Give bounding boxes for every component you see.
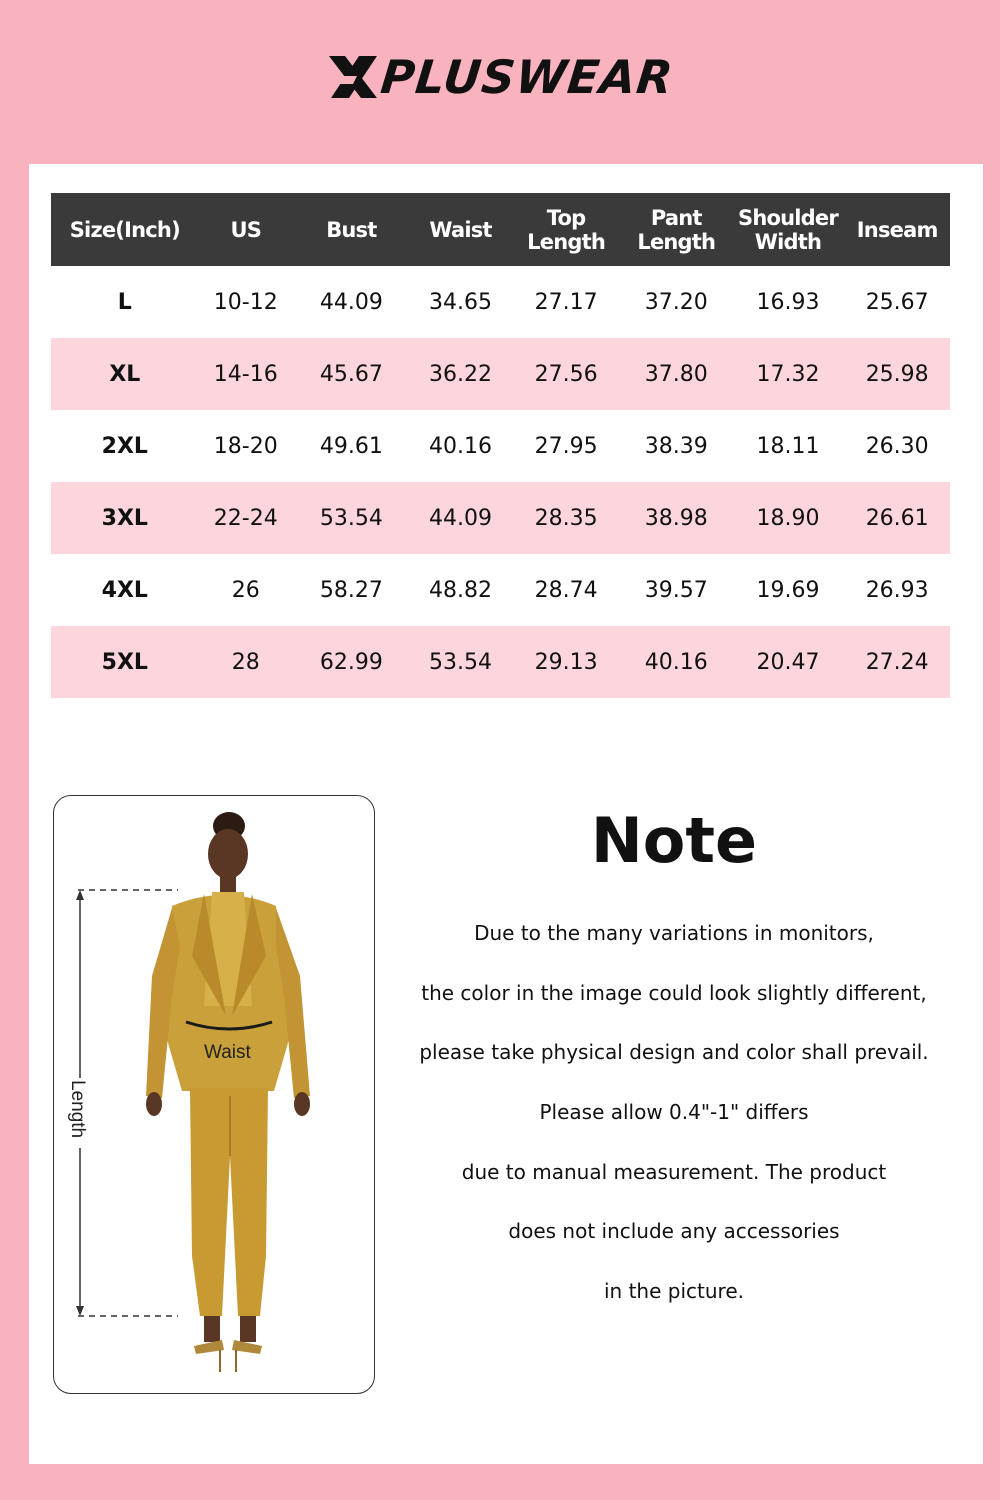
- header-waist: Waist: [410, 193, 511, 266]
- cell-top-length: 28.74: [534, 577, 598, 603]
- cell-size: 5XL: [51, 626, 199, 698]
- table-row: [51, 554, 950, 626]
- cell-pant-length: 38.39: [644, 433, 708, 459]
- size-chart-table: [51, 193, 950, 698]
- cell-bust: 45.67: [293, 338, 410, 410]
- note-line: please take physical design and color shall prevail.: [419, 1040, 929, 1065]
- length-label: Length: [67, 1080, 88, 1139]
- table-row: [51, 410, 950, 482]
- cell-bust: 62.99: [293, 626, 410, 698]
- cell-shoulder-width: 20.47: [732, 626, 845, 698]
- cell-bust: 58.27: [319, 577, 383, 603]
- cell-bust: 49.61: [319, 433, 383, 459]
- cell-pant-length: 37.20: [644, 289, 708, 315]
- note-title: Note: [590, 804, 758, 877]
- brand-logo: [0, 50, 1000, 105]
- cell-size: 4XL: [101, 577, 148, 603]
- cell-waist: 44.09: [410, 482, 511, 554]
- header-top-length: Top Length: [511, 193, 621, 266]
- cell-size: L: [117, 289, 132, 315]
- cell-shoulder-width: 19.69: [756, 577, 820, 603]
- cell-shoulder-width: 17.32: [732, 338, 845, 410]
- header-pant-length: Pant Length: [621, 193, 732, 266]
- cell-pant-length: 38.98: [621, 482, 732, 554]
- note-line: does not include any accessories: [508, 1219, 840, 1244]
- header-us: US: [199, 193, 293, 266]
- cell-pant-length: 40.16: [621, 626, 732, 698]
- cell-inseam: 26.30: [865, 433, 929, 459]
- cell-waist: 40.16: [429, 433, 492, 459]
- cell-shoulder-width: 18.90: [732, 482, 845, 554]
- cell-inseam: 26.61: [844, 482, 950, 554]
- note-line: Due to the many variations in monitors,: [474, 921, 874, 945]
- table-header-row: [51, 193, 950, 266]
- cell-inseam: 25.98: [844, 338, 950, 410]
- cell-top-length: 27.95: [534, 433, 598, 459]
- cell-pant-length: 39.57: [644, 577, 708, 603]
- header-shoulder-width: Shoulder Width: [732, 193, 845, 266]
- cell-inseam: 26.93: [865, 577, 929, 603]
- header-size: Size(Inch): [51, 193, 199, 266]
- table-row: [51, 626, 950, 698]
- cell-top-length: 27.17: [534, 289, 598, 315]
- cell-top-length: 28.35: [511, 482, 621, 554]
- table-row: [51, 338, 950, 410]
- cell-us: 10-12: [213, 289, 278, 315]
- note-line: Please allow 0.4"-1" differs: [539, 1100, 809, 1125]
- cell-waist: 34.65: [429, 289, 492, 315]
- note-text: [389, 904, 959, 1322]
- waist-label: Waist: [204, 1042, 251, 1063]
- table-row: [51, 482, 950, 554]
- cell-bust: 44.09: [319, 289, 383, 315]
- cell-us: 14-16: [199, 338, 293, 410]
- cell-shoulder-width: 16.93: [756, 289, 820, 315]
- cell-waist: 48.82: [429, 577, 492, 603]
- cell-us: 26: [231, 577, 260, 603]
- brand-name: PLUSWEAR: [378, 50, 676, 104]
- note-line: the color in the image could look slightly different,: [421, 980, 927, 1005]
- cell-top-length: 27.56: [511, 338, 621, 410]
- cell-us: 18-20: [213, 433, 278, 459]
- header-bust: Bust: [293, 193, 410, 266]
- model-measurement-card: [53, 795, 375, 1394]
- model-figure-illustration: [54, 796, 374, 1393]
- xpluswear-logo-mark-icon: [327, 54, 379, 100]
- cell-top-length: 29.13: [511, 626, 621, 698]
- cell-inseam: 27.24: [844, 626, 950, 698]
- cell-pant-length: 37.80: [621, 338, 732, 410]
- content-panel: [29, 164, 983, 1464]
- cell-size: XL: [51, 338, 199, 410]
- note-line: in the picture.: [604, 1279, 744, 1304]
- cell-us: 22-24: [199, 482, 293, 554]
- cell-size: 2XL: [101, 433, 148, 459]
- cell-bust: 53.54: [293, 482, 410, 554]
- note-line: due to manual measurement. The product: [461, 1159, 887, 1184]
- table-row: [51, 266, 950, 338]
- cell-us: 28: [199, 626, 293, 698]
- cell-waist: 36.22: [410, 338, 511, 410]
- cell-inseam: 25.67: [865, 289, 929, 315]
- header-inseam: Inseam: [844, 193, 950, 266]
- cell-shoulder-width: 18.11: [756, 433, 820, 459]
- cell-waist: 53.54: [410, 626, 511, 698]
- cell-size: 3XL: [51, 482, 199, 554]
